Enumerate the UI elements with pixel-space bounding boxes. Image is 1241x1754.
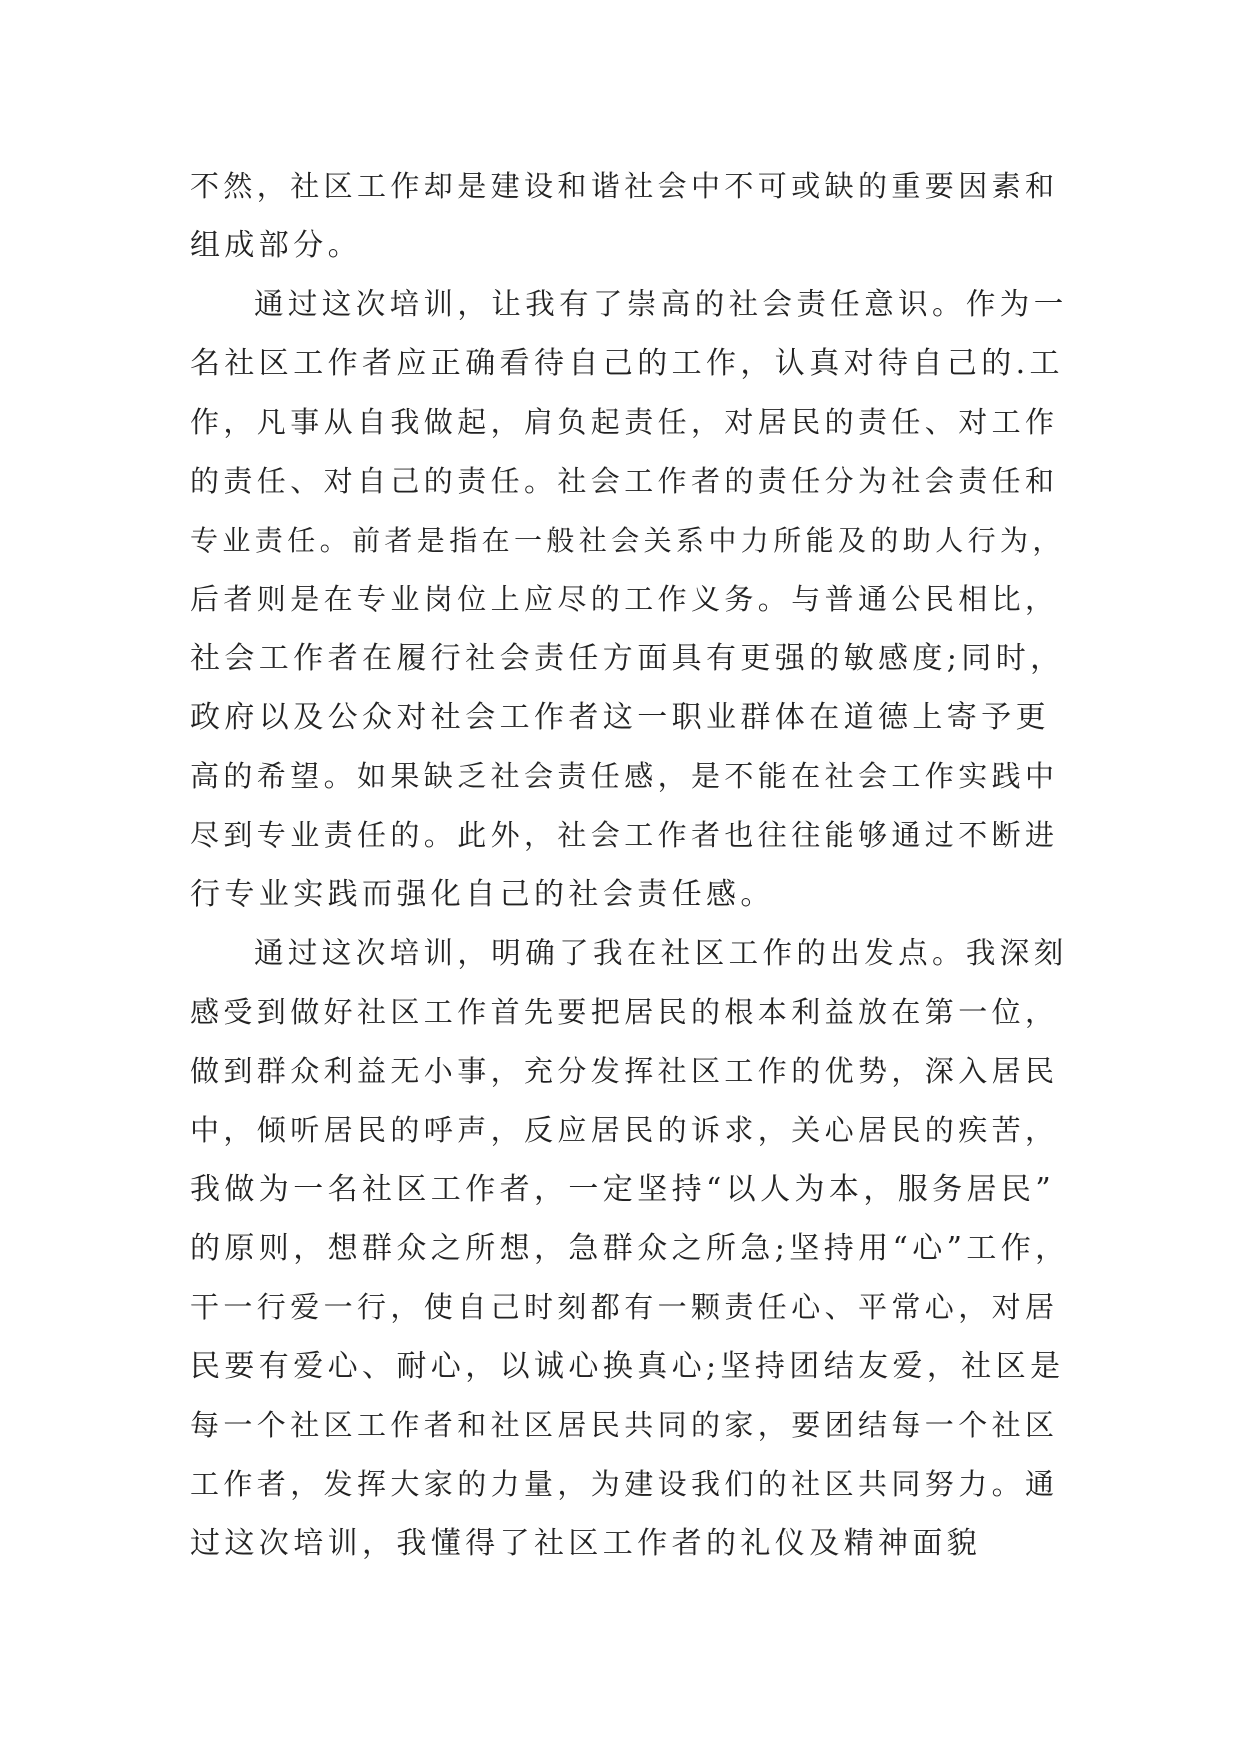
text-line: 尽到专业责任的。此外，社会工作者也往往能够通过不断进: [190, 818, 1059, 852]
text-line: 感受到做好社区工作首先要把居民的根本利益放在第一位，: [190, 995, 1059, 1029]
text-line: 的责任、对自己的责任。社会工作者的责任分为社会责任和: [190, 464, 1059, 498]
text-line: 后者则是在专业岗位上应尽的工作义务。与普通公民相比，: [190, 582, 1059, 616]
text-line: 专业责任。前者是指在一般社会关系中力所能及的助人行为，: [190, 524, 1065, 557]
text-line: 行专业实践而强化自己的社会责任感。: [190, 877, 775, 912]
text-line: 的原则，想群众之所想，急群众之所急;坚持用“心”工作，: [190, 1231, 1070, 1266]
document-body: [190, 157, 1070, 1573]
text-line: 做到群众利益无小事，充分发挥社区工作的优势，深入居民: [190, 1054, 1059, 1088]
text-line: 政府以及公众对社会工作者这一职业群体在道德上寄予更: [190, 700, 1050, 735]
text-line: 组成部分。: [190, 228, 362, 263]
text-line: 名社区工作者应正确看待自己的工作，认真对待自己的.工: [190, 346, 1064, 381]
text-line: 中，倾听居民的呼声，反应居民的诉求，关心居民的疾苦，: [190, 1113, 1059, 1147]
paragraph-first-line: 通过这次培训，明确了我在社区工作的出发点。我深刻: [254, 936, 1068, 970]
text-line: 高的希望。如果缺乏社会责任感，是不能在社会工作实践中: [190, 759, 1059, 793]
paragraph-first-line: 通过这次培训，让我有了崇高的社会责任意识。作为一: [254, 287, 1068, 321]
text-line: 我做为一名社区工作者，一定坚持“以人为本，服务居民”: [190, 1172, 1056, 1207]
text-line: 作，凡事从自我做起，肩负起责任，对居民的责任、对工作: [190, 405, 1059, 439]
text-line: 过这次培训，我懂得了社区工作者的礼仪及精神面貌: [190, 1526, 982, 1561]
text-line: 每一个社区工作者和社区居民共同的家，要团结每一个社区: [190, 1408, 1059, 1442]
text-line: 干一行爱一行，使自己时刻都有一颗责任心、平常心，对居: [190, 1290, 1059, 1324]
text-line: 工作者，发挥大家的力量，为建设我们的社区共同努力。通: [190, 1467, 1059, 1501]
text-line: 民要有爱心、耐心，以诚心换真心;坚持团结友爱，社区是: [190, 1349, 1065, 1384]
text-line: 社会工作者在履行社会责任方面具有更强的敏感度;同时，: [190, 641, 1065, 676]
text-line: 不然，社区工作却是建设和谐社会中不可或缺的重要因素和: [190, 169, 1059, 203]
